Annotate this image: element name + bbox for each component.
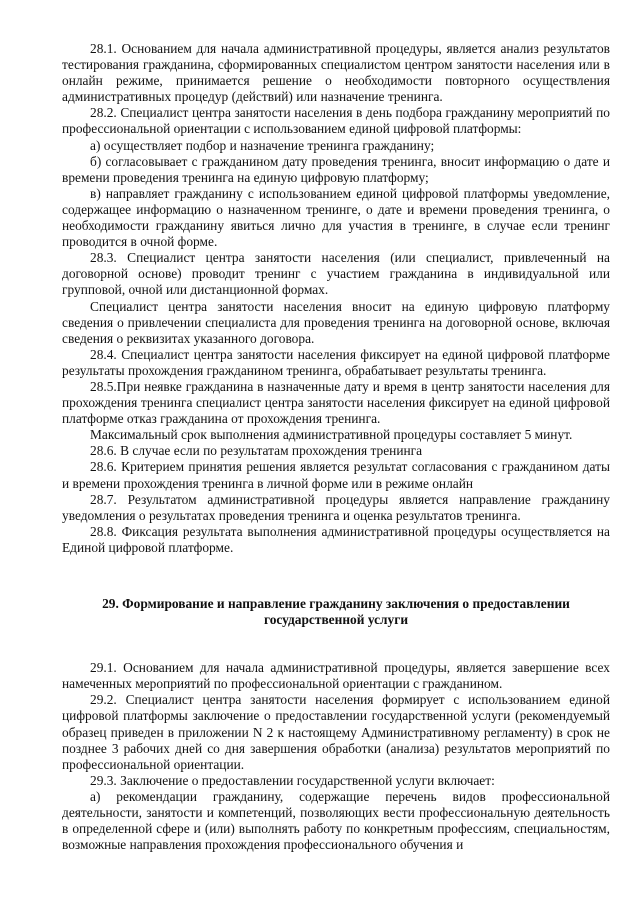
paragraph-max-term: Максимальный срок выполнения административной процедуры составляет 5 минут.: [90, 427, 573, 443]
paragraph-29-1: 29.1. Основанием для начала административной процедуры, является завершение всех намеченных мероприятий по профессиональной ориентации с гражданином.: [62, 660, 610, 692]
paragraph-28-8: 28.8. Фиксация результата выполнения административной процедуры осуществляется на Единой цифровой платформе.: [62, 523, 610, 555]
list-item-28-2-c: в) направляет гражданину с использованием единой цифровой платформы уведомление, содержащее информацию о назначенном тренинге, о дате и времени проведения тренинга, о необходимости гражданину явиться лично для участия в тренинге, в случае если тренинг проводится в очной форме.: [62, 185, 610, 250]
list-item-28-2-a: а) осуществляет подбор и назначение тренинга гражданину;: [90, 137, 435, 153]
paragraph-28-2: 28.2. Специалист центра занятости населения в день подбора гражданину мероприятий по профессиональной ориентации с использованием единой цифровой платформы:: [62, 105, 610, 137]
section-29-heading: 29. Формирование и направление гражданину заключения о предоставлении государственной услуги: [102, 596, 570, 628]
paragraph-28-7: 28.7. Результатом административной процедуры является направление гражданину уведомления о результатах проведения тренинга и оценка результатов тренинга.: [62, 491, 610, 523]
list-item-29-3-a: а) рекомендации гражданину, содержащие перечень видов профессиональной деятельности, занятости и компетенций, позволяющих вести профессиональную деятельность в определенной сфере и (или) выполнять работу по конкретным профессиям, специальностям, возможные направления прохождения профессионального обучения и: [62, 788, 610, 853]
paragraph-28-6-criterion: 28.6. Критерием принятия решения является результат согласования с гражданином даты и времени прохождения тренинга в личной форме или в режиме онлайн: [62, 459, 610, 491]
paragraph-28-1: 28.1. Основанием для начала административной процедуры, является анализ результатов тестирования гражданина, сформированных специалистом центром занятости населения или в онлайн режиме, принимается решение о необходимости повторного осуществления административных процедур (действий) или назначение тренинга.: [62, 41, 610, 105]
document-page: [62, 41, 610, 853]
paragraph-28-6-incomplete: 28.6. В случае если по результатам прохождения тренинга: [90, 443, 423, 459]
list-item-28-2-b: б) согласовывает с гражданином дату проведения тренинга, вносит информацию о дате и времени проведения тренинга на единую цифровую платформу;: [62, 153, 610, 185]
paragraph-29-2: 29.2. Специалист центра занятости населения формирует с использованием единой цифровой платформы заключение о предоставлении государственной услуги (рекомендуемый образец приведен в приложении N 2 к настоящему Административному регламенту) в срок не позднее 3 рабочих дней со дня завершения обработки (анализа) результатов мероприятий по профессиональной ориентации.: [62, 692, 610, 772]
paragraph-28-3-contract: Специалист центра занятости населения вносит на единую цифровую платформу сведения о привлечении специалиста для проведения тренинга на договорной основе, включая сведения о реквизитах указанного договора.: [62, 298, 610, 346]
paragraph-28-3: 28.3. Специалист центра занятости населения (или специалист, привлеченный на договорной основе) проводит тренинг с участием гражданина в индивидуальной или групповой, очной или дистанционной формах.: [62, 250, 610, 298]
paragraph-29-3: 29.3. Заключение о предоставлении государственной услуги включает:: [90, 772, 495, 788]
paragraph-28-4: 28.4. Специалист центра занятости населения фиксирует на единой цифровой платформе результаты прохождения гражданином тренинга, обрабатывает результаты тренинга.: [62, 346, 610, 378]
paragraph-28-5: 28.5.При неявке гражданина в назначенные дату и время в центр занятости населения для прохождения тренинга специалист центра занятости населения фиксирует на единой цифровой платформе отказ гражданина от прохождения тренинга.: [62, 378, 610, 427]
